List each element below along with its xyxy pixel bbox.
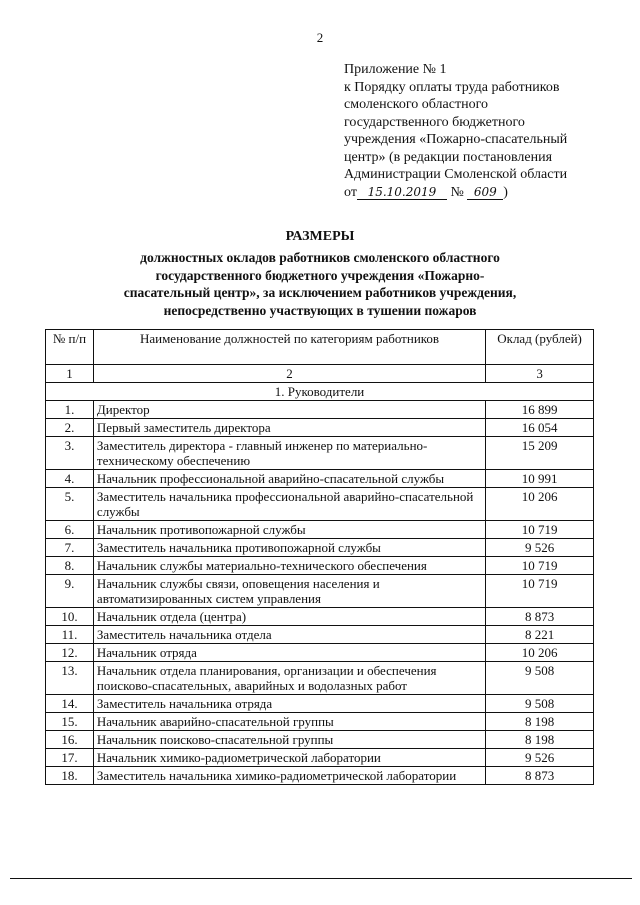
column-index: 3	[486, 365, 594, 383]
section-title: 1. Руководители	[46, 383, 594, 401]
row-number: 9.	[46, 575, 94, 608]
table-row	[46, 662, 594, 695]
salary-value: 10 991	[486, 470, 594, 488]
position-name: Начальник профессиональной аварийно-спасательной службы	[93, 470, 485, 488]
table-row	[46, 539, 594, 557]
table-row	[46, 470, 594, 488]
appendix-line: центр» (в редакции постановления	[344, 149, 553, 165]
salary-value: 10 206	[486, 488, 594, 521]
document-subtitle	[95, 249, 545, 319]
row-number: 14.	[46, 695, 94, 713]
appendix-line: учреждения «Пожарно-спасательный	[344, 132, 568, 147]
position-name: Начальник поисково-спасательной группы	[93, 731, 485, 749]
row-number: 7.	[46, 539, 94, 557]
number-prefix: №	[450, 184, 464, 200]
appendix-header	[344, 61, 634, 201]
subtitle-line: спасательный центр», за исключением работников учреждения,	[123, 285, 517, 300]
salary-value: 10 206	[486, 644, 594, 662]
row-number: 1.	[46, 401, 94, 419]
row-number: 11.	[46, 626, 94, 644]
column-index: 2	[93, 365, 485, 383]
date-prefix: от	[344, 184, 357, 200]
salary-value: 10 719	[486, 557, 594, 575]
column-index-row	[46, 365, 594, 383]
table-row	[46, 419, 594, 437]
row-number: 6.	[46, 521, 94, 539]
table-header-row	[46, 330, 594, 365]
section-row	[46, 383, 594, 401]
position-name: Заместитель директора - главный инженер по материально-техническому обеспечению	[93, 437, 485, 470]
row-number: 12.	[46, 644, 94, 662]
table-row	[46, 749, 594, 767]
salary-value: 8 873	[486, 767, 594, 785]
table-row	[46, 575, 594, 608]
appendix-line: к Порядку оплаты труда работников	[344, 79, 560, 95]
salary-value: 16 054	[486, 419, 594, 437]
salary-value: 9 508	[486, 662, 594, 695]
row-number: 13.	[46, 662, 94, 695]
salary-value: 10 719	[486, 521, 594, 539]
bottom-divider	[10, 878, 632, 879]
table-row	[46, 731, 594, 749]
position-name: Директор	[93, 401, 485, 419]
table-row	[46, 437, 594, 470]
salary-value: 9 526	[486, 749, 594, 767]
row-number: 3.	[46, 437, 94, 470]
position-name: Первый заместитель директора	[93, 419, 485, 437]
header-name: Наименование должностей по категориям работников	[93, 330, 485, 365]
subtitle-line: должностных окладов работников смоленского областного	[140, 250, 500, 265]
header-num: № п/п	[46, 330, 94, 365]
salary-value: 16 899	[486, 401, 594, 419]
table-row	[46, 488, 594, 521]
position-name: Заместитель начальника противопожарной службы	[93, 539, 485, 557]
table-row	[46, 644, 594, 662]
page-number: 2	[316, 30, 324, 45]
table-row	[46, 608, 594, 626]
row-number: 18.	[46, 767, 94, 785]
subtitle-line: непосредственно участвующих в тушении пожаров	[163, 302, 477, 318]
appendix-line: смоленского областного	[344, 97, 488, 112]
position-name: Начальник противопожарной службы	[93, 521, 485, 539]
position-name: Начальник отдела (центра)	[93, 608, 485, 626]
appendix-line: Администрации Смоленской области	[344, 167, 568, 182]
table-row	[46, 521, 594, 539]
table-row	[46, 626, 594, 644]
table-row	[46, 767, 594, 785]
table-row	[46, 401, 594, 419]
salary-value: 9 508	[486, 695, 594, 713]
salary-table	[45, 329, 594, 785]
salary-value: 8 873	[486, 608, 594, 626]
appendix-line: государственного бюджетного	[344, 114, 525, 130]
document-title: РАЗМЕРЫ	[285, 229, 355, 244]
handwritten-date: 15.10.2019	[357, 185, 447, 200]
column-index: 1	[46, 365, 94, 383]
table-row	[46, 713, 594, 731]
table-row	[46, 557, 594, 575]
row-number: 4.	[46, 470, 94, 488]
position-name: Начальник отдела планирования, организации и обеспечения поисково-спасательных, аварийных и водолазных работ	[93, 662, 485, 695]
position-name: Заместитель начальника отряда	[93, 695, 485, 713]
table-row	[46, 695, 594, 713]
row-number: 10.	[46, 608, 94, 626]
row-number: 5.	[46, 488, 94, 521]
appendix-date-line	[344, 184, 634, 202]
salary-value: 8 198	[486, 713, 594, 731]
salary-value: 10 719	[486, 575, 594, 608]
position-name: Начальник службы материально-технического обеспечения	[93, 557, 485, 575]
salary-value: 15 209	[486, 437, 594, 470]
salary-value: 9 526	[486, 539, 594, 557]
row-number: 15.	[46, 713, 94, 731]
header-salary: Оклад (рублей)	[486, 330, 594, 365]
position-name: Заместитель начальника химико-радиометрической лаборатории	[93, 767, 485, 785]
position-name: Начальник химико-радиометрической лаборатории	[93, 749, 485, 767]
row-number: 17.	[46, 749, 94, 767]
row-number: 8.	[46, 557, 94, 575]
row-number: 2.	[46, 419, 94, 437]
subtitle-line: государственного бюджетного учреждения «Пожарно-	[155, 267, 485, 283]
handwritten-number: 609	[467, 185, 503, 200]
position-name: Заместитель начальника профессиональной аварийно-спасательной службы	[93, 488, 485, 521]
position-name: Начальник аварийно-спасательной группы	[93, 713, 485, 731]
row-number: 16.	[46, 731, 94, 749]
salary-value: 8 198	[486, 731, 594, 749]
position-name: Начальник отряда	[93, 644, 485, 662]
position-name: Начальник службы связи, оповещения населения и автоматизированных систем управления	[93, 575, 485, 608]
appendix-line: Приложение № 1	[344, 62, 447, 77]
position-name: Заместитель начальника отдела	[93, 626, 485, 644]
closing-paren: )	[503, 184, 508, 200]
salary-value: 8 221	[486, 626, 594, 644]
